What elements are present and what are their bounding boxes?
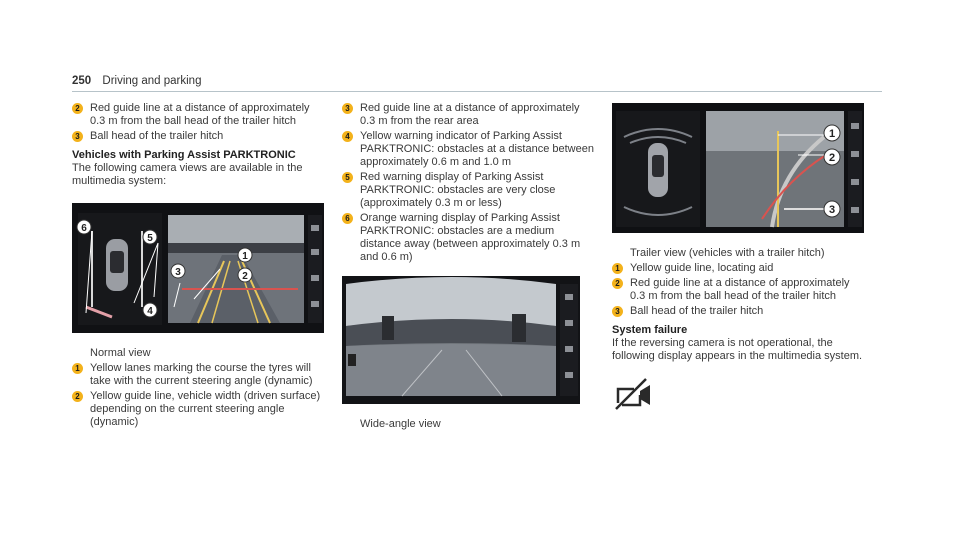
list-item-text: Ball head of the trailer hitch <box>90 130 224 142</box>
marker-badge: 1 <box>72 363 83 374</box>
figure-marker: 2 <box>828 152 836 164</box>
marker-badge: 2 <box>72 103 83 114</box>
column-3 <box>612 102 864 411</box>
figure-marker: 1 <box>242 251 248 262</box>
column-2 <box>342 102 594 433</box>
normal-view-image <box>72 203 324 333</box>
list-item-text: Yellow guide line, locating aid <box>630 262 774 274</box>
figure-marker: 2 <box>242 271 248 282</box>
marker-badge: 2 <box>72 391 83 402</box>
list-item <box>72 362 324 388</box>
list-item <box>72 390 324 429</box>
wide-angle-screenshot <box>342 276 580 404</box>
list-item-text: Ball head of the trailer hitch <box>630 305 764 317</box>
intro-text: The following camera views are available in the multimedia system: <box>72 162 303 187</box>
figure-caption: Normal view <box>90 347 151 359</box>
list-item <box>342 102 594 128</box>
marker-badge: 1 <box>612 263 623 274</box>
marker-badge: 5 <box>342 172 353 183</box>
trailer-view-screenshot <box>612 103 864 233</box>
section-heading: System failure <box>612 324 688 336</box>
figure-caption: Trailer view (vehicles with a trailer hitch) <box>630 247 825 259</box>
figure-marker: 6 <box>81 223 87 234</box>
list-item-text: Yellow guide line, vehicle width (driven surface) depending on the current steering angle (dynamic) <box>90 390 321 428</box>
marker-badge: 3 <box>342 103 353 114</box>
figure-marker: 5 <box>147 233 153 244</box>
marker-badge: 2 <box>612 278 623 289</box>
header-rule <box>72 91 882 92</box>
page-number: 250 <box>72 75 92 87</box>
list-item-text: Red guide line at a distance of approximately 0.3 m from the ball head of the trailer hitch <box>630 277 850 302</box>
page-header <box>72 75 201 87</box>
list-item-text: Yellow lanes marking the course the tyres will take with the current steering angle (dynamic) <box>90 362 313 387</box>
failure-text: If the reversing camera is not operational, the following display appears in the multimedia system. <box>612 337 863 362</box>
list-item <box>72 102 324 128</box>
marker-badge: 4 <box>342 131 353 142</box>
list-item <box>342 171 594 210</box>
marker-badge: 3 <box>612 306 623 317</box>
list-item-text: Red warning display of Parking Assist PARKTRONIC: obstacles are very close (approximately 0.3 m or less) <box>360 171 556 209</box>
figure-caption: Wide-angle view <box>360 418 441 430</box>
figure-marker: 4 <box>147 306 153 317</box>
wide-angle-image <box>342 276 580 404</box>
section-heading: Vehicles with Parking Assist PARKTRONIC <box>72 149 296 161</box>
figure-marker: 1 <box>828 128 836 140</box>
list-item-text: Red guide line at a distance of approximately 0.3 m from the rear area <box>360 102 580 127</box>
trailer-view-image <box>612 103 864 233</box>
list-item <box>342 130 594 169</box>
list-item-text: Orange warning display of Parking Assist PARKTRONIC: obstacles are a medium distance away (between approximately 0.3 m and 0.6 m) <box>360 212 581 263</box>
normal-view-screenshot <box>72 203 324 333</box>
list-item <box>72 130 324 143</box>
list-item <box>342 212 594 264</box>
marker-badge: 6 <box>342 213 353 224</box>
list-item <box>612 305 864 318</box>
list-item <box>612 262 864 275</box>
section-title: Driving and parking <box>102 75 202 87</box>
list-item-text: Yellow warning indicator of Parking Assist PARKTRONIC: obstacles at a distance between approximately 0.6 m and 1.0 m <box>360 130 594 168</box>
list-item <box>612 277 864 303</box>
camera-off-icon <box>612 377 654 411</box>
column-1 <box>72 102 324 431</box>
marker-badge: 3 <box>72 131 83 142</box>
figure-marker: 3 <box>175 267 181 278</box>
list-item-text: Red guide line at a distance of approximately 0.3 m from the ball head of the trailer hitch <box>90 102 310 127</box>
figure-marker: 3 <box>828 204 836 216</box>
